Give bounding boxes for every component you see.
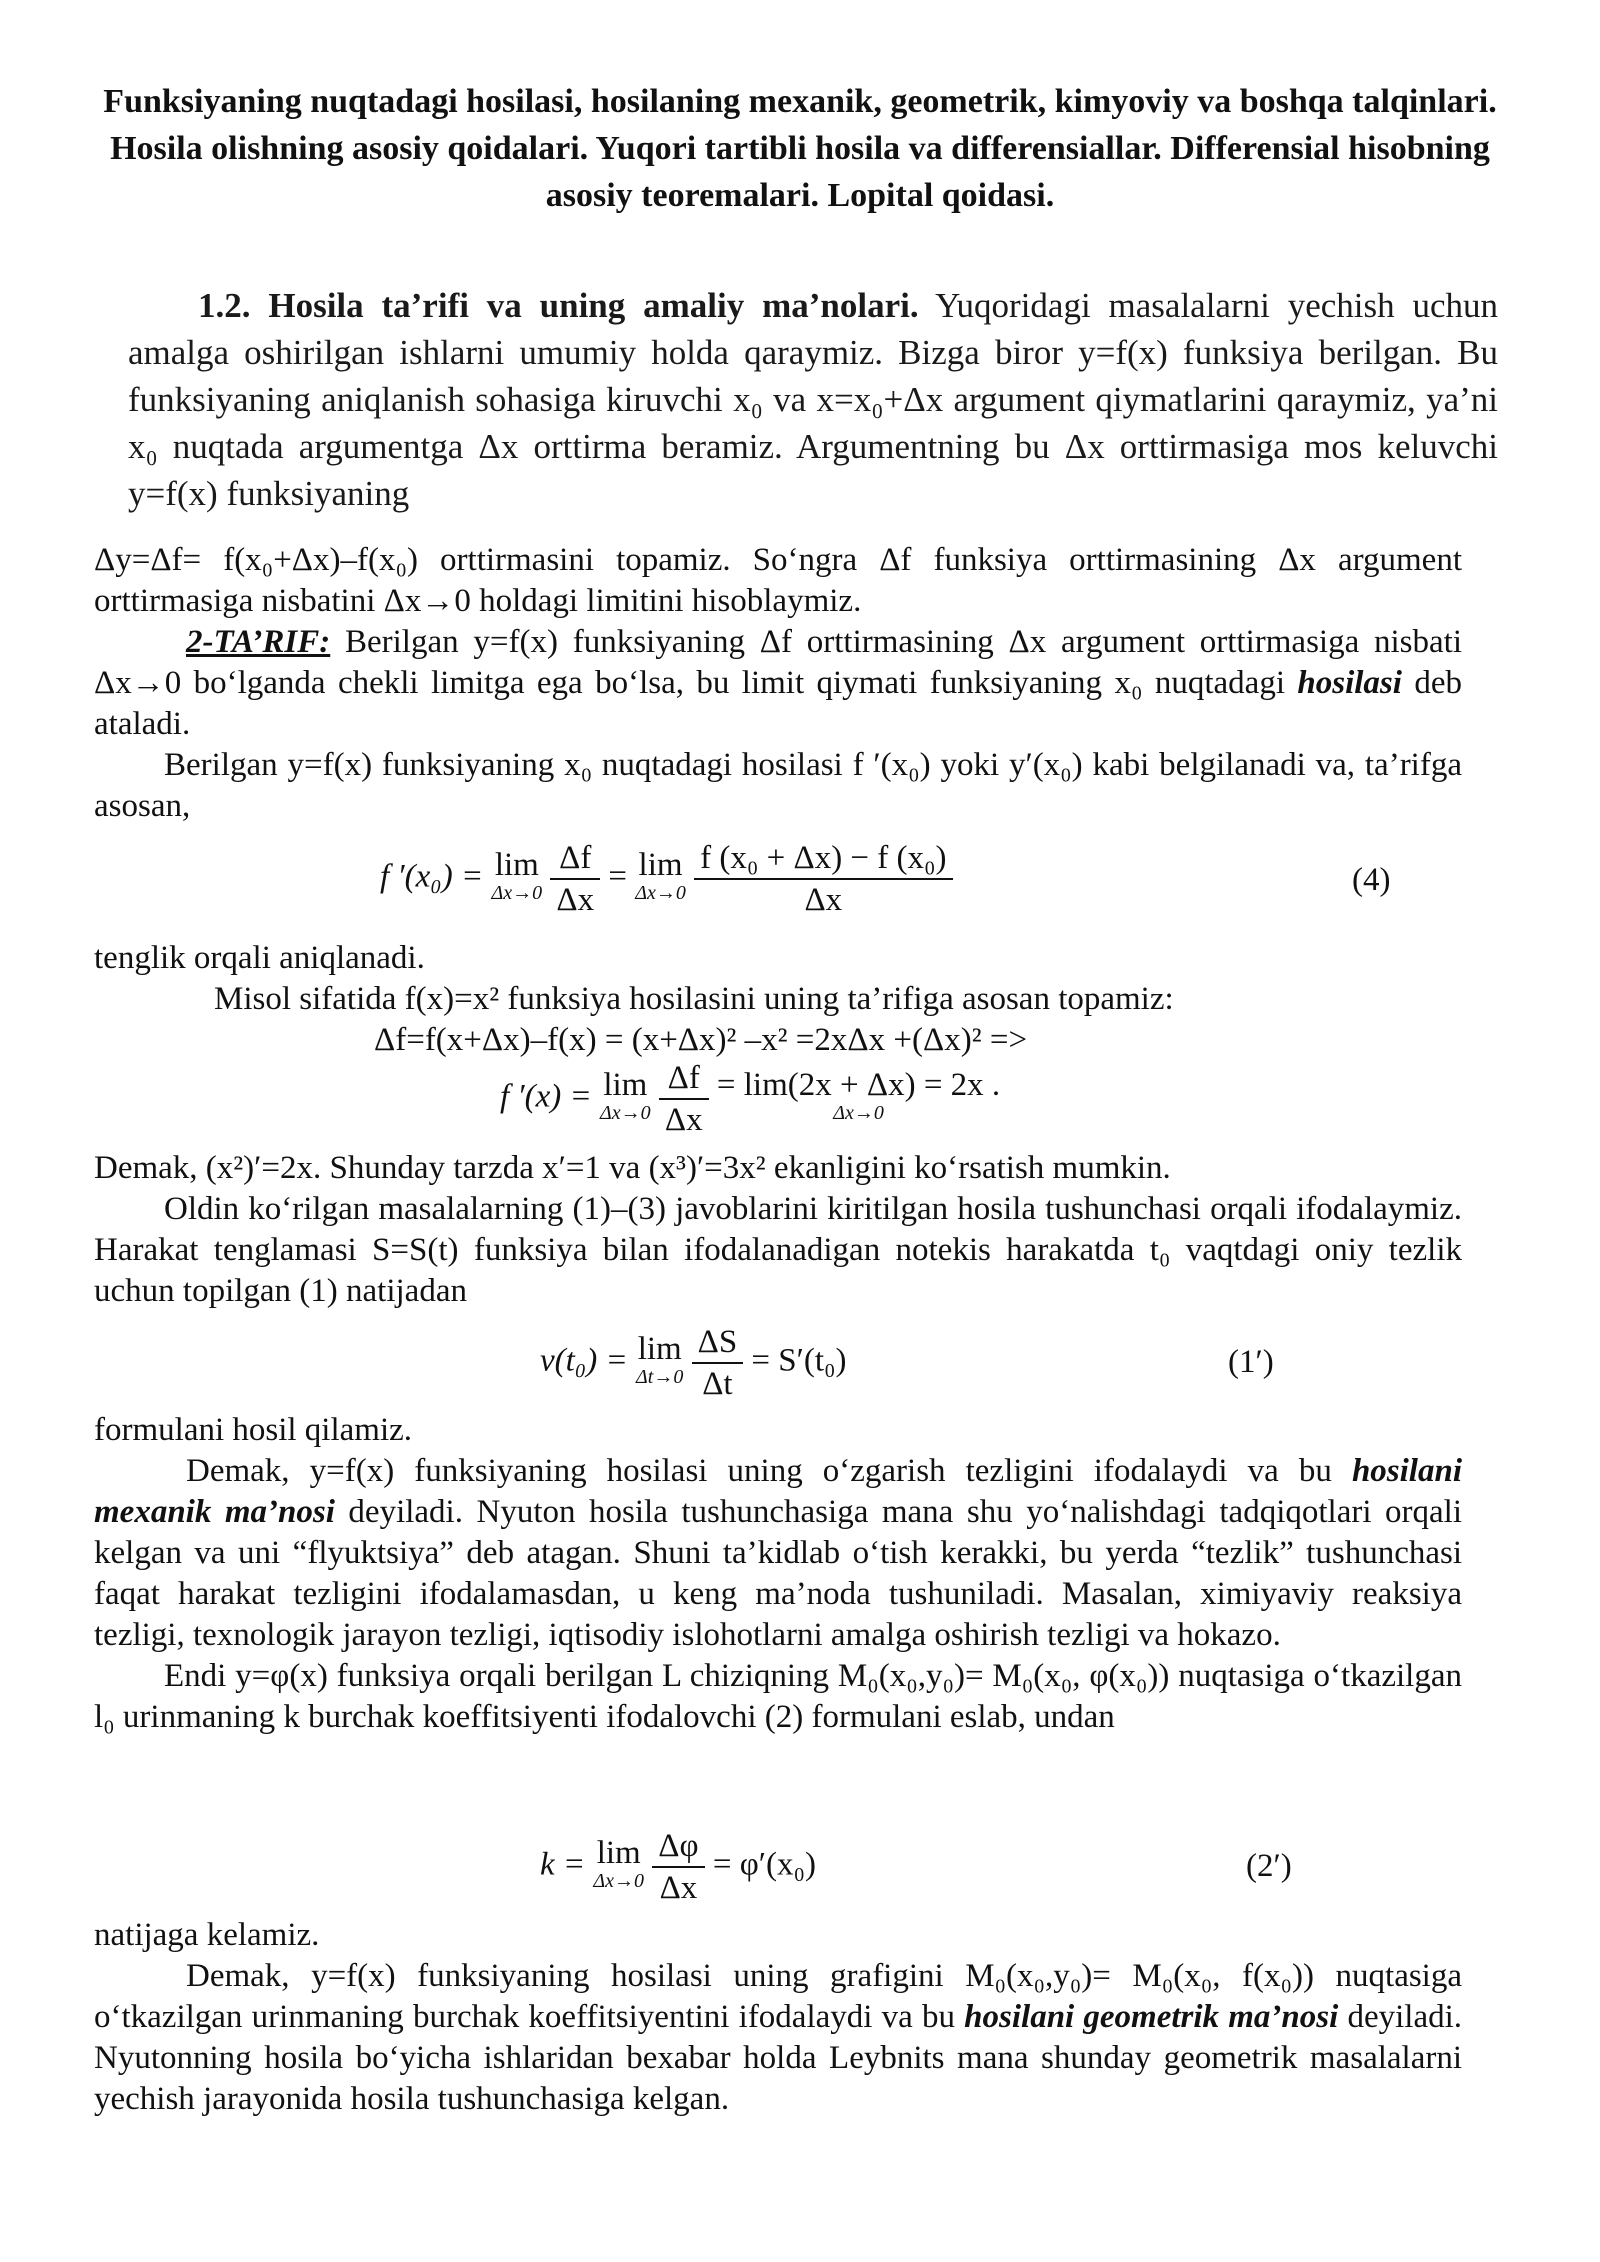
definition-text: Berilgan y=f(x) funksiyaning Δf orttirmasining Δx argument orttirmasiga nisbati Δx→0 bo‘lganda chekli limitga ega bo‘lsa, bu limit qiymati funksiyaning x₀ nuqtadagi bbox=[94, 624, 1462, 701]
equation-6 bbox=[500, 1058, 1000, 1140]
paragraph: tenglik orqali aniqlanadi. bbox=[94, 940, 425, 976]
eq-limit bbox=[600, 1067, 651, 1127]
equation-1-prime bbox=[540, 1322, 847, 1404]
paragraph: formulani hosil qilamiz. bbox=[94, 1412, 413, 1448]
eq-fraction bbox=[652, 1826, 704, 1908]
paragraph: Δy=Δf= f(x₀+Δx)–f(x₀) orttirmasini topamiz. So‘ngra Δf funksiya orttirmasining Δx argument orttirmasiga nisbatini Δx→0 holdagi limitini hisoblaymiz. bbox=[94, 542, 1462, 619]
equation-4 bbox=[380, 838, 953, 920]
lim-sub: Δx→0 bbox=[600, 1102, 651, 1124]
eq-fraction bbox=[692, 1322, 744, 1404]
paragraph-text-end: deyiladi. Nyuton hosila tushunchasiga mana shu yo‘nalishdagi tadqiqotlari orqali kelgan va uni “flyuktsiya” deb atagan. Shuni ta’kidlab o‘tish kerakki, bu yerda “tezlik” tushunchasi faqat harakat tezligini ifodalamasdan, u keng ma’noda tushuniladi. Masalan, ximiyaviy reaksiya tezligi, texnologik jarayon tezligi, iqtisodiy islohotlarni amalga oshirish tezligi va hokazo. bbox=[94, 1494, 1463, 1653]
lim-word: lim bbox=[637, 1331, 682, 1367]
definition-label: 2-TA’RIF: bbox=[186, 624, 331, 660]
eq-limit bbox=[635, 847, 686, 907]
equation-number: (2′) bbox=[1246, 1848, 1292, 1884]
frac-den: Δx bbox=[556, 882, 595, 918]
frac-num: Δf bbox=[550, 838, 600, 880]
eq-lhs: f ′(x) = bbox=[500, 1078, 592, 1115]
section-text: Yuqoridagi masalalarni yechish uchun amalga oshirilgan ishlarni umumiy holda qaraymiz. Bizga biror y=f(x) funksiya berilgan. Bu funksiyaning aniqlanish sohasiga kiruvchi x₀ va x=x₀+Δx argument qiymatlarini qaraymiz, ya’ni x₀ nuqtada argumentga Δx orttirma beramiz. Argumentning bu Δx orttirmasiga mos keluvchi y=f(x) funksiyaning bbox=[128, 286, 1498, 513]
frac-num: ΔS bbox=[692, 1322, 744, 1364]
example-block bbox=[94, 938, 1462, 1061]
lim-word: lim bbox=[603, 1067, 648, 1103]
equation-number: (4) bbox=[1352, 862, 1391, 898]
eq-fraction bbox=[550, 838, 600, 920]
section-intro bbox=[128, 282, 1498, 517]
paragraph: natijaga kelamiz. bbox=[94, 1917, 320, 1953]
definition-term: hosilasi bbox=[1297, 665, 1402, 701]
lim-sub: Δx→0 bbox=[635, 882, 686, 904]
paragraph: Berilgan y=f(x) funksiyaning x₀ nuqtadagi hosilasi f ′(x₀) yoki y′(x₀) kabi belgilanadi va, ta’rifga asosan, bbox=[94, 747, 1462, 824]
equation-number: (1′) bbox=[1228, 1344, 1274, 1380]
equation-2-prime bbox=[540, 1826, 816, 1908]
frac-num: f (x₀ + Δx) − f (x₀) bbox=[694, 838, 952, 880]
paragraph: Misol sifatida f(x)=x² funksiya hosilasini uning ta’rifiga asosan topamiz: bbox=[214, 981, 1174, 1017]
tangent-block bbox=[94, 1410, 1462, 1738]
paragraph: Endi y=φ(x) funksiya orqali berilgan L chiziqning M₀(x₀,y₀)= M₀(x₀, φ(x₀)) nuqtasiga o‘tkazilgan l₀ urinmaning k burchak koeffitsiyenti ifodalovchi (2) formulani eslab, undan bbox=[94, 1658, 1462, 1735]
lim-sub: Δt→0 bbox=[636, 1366, 684, 1388]
equation-5: Δf=f(x+Δx)–f(x) = (x+Δx)² –x² =2xΔx +(Δx)² => bbox=[374, 1022, 1028, 1058]
paragraph: Demak, (x²)′=2x. Shunday tarzda x′=1 va (x³)′=3x² ekanligini ko‘rsatish mumkin. bbox=[94, 1150, 1171, 1186]
frac-den: Δx bbox=[804, 882, 843, 918]
eq-lhs: v(t₀) = bbox=[540, 1342, 628, 1379]
lim-sub: Δx→0 bbox=[593, 1870, 645, 1892]
mechanical-block bbox=[94, 1148, 1462, 1312]
lim-word: lim bbox=[638, 847, 683, 883]
term-mechanical: hosilani mexanik ma’nosi bbox=[94, 1453, 1462, 1530]
eq-fraction bbox=[694, 838, 952, 920]
eq-limit bbox=[491, 847, 543, 907]
eq-fraction bbox=[659, 1058, 709, 1140]
eq-sign: = bbox=[608, 858, 627, 895]
frac-num: Δφ bbox=[652, 1826, 704, 1868]
rhs-sub: Δx→0 bbox=[833, 1102, 884, 1124]
definition-block bbox=[94, 540, 1462, 827]
eq-rhs: = φ′(x₀) bbox=[712, 1846, 816, 1883]
eq-limit bbox=[593, 1835, 645, 1895]
frac-den: Δt bbox=[702, 1366, 733, 1402]
rhs-expr: = lim(2x + Δx) = 2x . bbox=[716, 1067, 1001, 1103]
eq-limit bbox=[636, 1331, 684, 1391]
paragraph-text: Demak, y=f(x) funksiyaning hosilasi uning grafigini M₀(x₀,y₀)= M₀(x₀, f(x₀)) nuqtasiga o‘tkazilgan urinmaning burchak koeffitsiyentini ifodalaydi va bu bbox=[94, 1958, 1462, 2035]
eq-lhs: k = bbox=[540, 1846, 586, 1883]
eq-rhs: = S′(t₀) bbox=[751, 1342, 847, 1379]
lim-sub: Δx→0 bbox=[491, 882, 543, 904]
page-title: Funksiyaning nuqtadagi hosilasi, hosilaning mexanik, geometrik, kimyoviy va boshqa talqinlari. Hosila olishning asosiy qoidalari. Yuqori tartibli hosila va differensiallar. Differensial hisobning asosiy teoremalari. Lopital qoidasi. bbox=[103, 83, 1497, 214]
eq-rhs bbox=[716, 1067, 1001, 1127]
geometric-block bbox=[94, 1915, 1462, 2120]
section-heading: 1.2. Hosila ta’rifi va uning amaliy ma’nolari. bbox=[198, 286, 919, 325]
term-geometric: hosilani geometrik ma’nosi bbox=[964, 1999, 1339, 2035]
paragraph-text: Demak, y=f(x) funksiyaning hosilasi uning o‘zgarish tezligini ifodalaydi va bu bbox=[186, 1453, 1352, 1489]
frac-den: Δx bbox=[659, 1870, 698, 1906]
definition-text-end: deb ataladi. bbox=[94, 665, 1462, 742]
eq-lhs: f ′(x₀) = bbox=[380, 858, 484, 895]
frac-den: Δx bbox=[664, 1102, 703, 1138]
lim-word: lim bbox=[596, 1835, 641, 1871]
paragraph: Oldin ko‘rilgan masalalarning (1)–(3) javoblarini kiritilgan hosila tushunchasi orqali ifodalaymiz. Harakat tenglamasi S=S(t) funksiya bilan ifodalanadigan notekis harakatda t₀ vaqtdagi oniy tezlik uchun topilgan (1) natijadan bbox=[94, 1191, 1462, 1309]
frac-num: Δf bbox=[659, 1058, 709, 1100]
lim-word: lim bbox=[494, 847, 539, 883]
paragraph-text-end: deyiladi. Nyutonning hosila bo‘yicha ishlaridan bexabar holda Leybnits mana shunday geometrik masalalarni yechish jarayonida hosila tushunchasiga kelgan. bbox=[94, 1999, 1463, 2117]
